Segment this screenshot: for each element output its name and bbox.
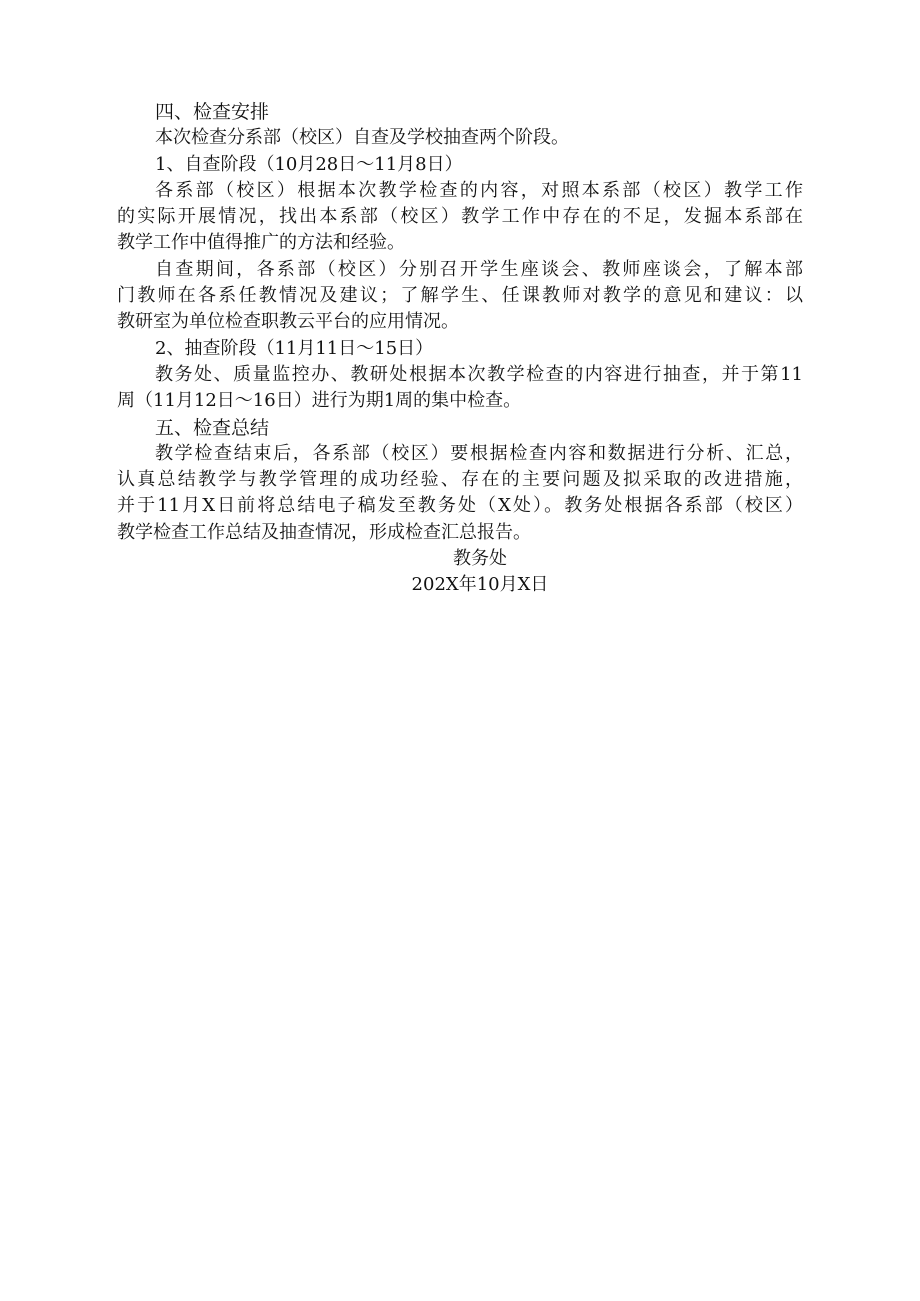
paragraph-line: 教学检查工作总结及抽查情况，形成检查汇总报告。	[117, 521, 531, 543]
phase-two-title: 2、抽查阶段（11月11日～15日）	[155, 337, 434, 359]
paragraph-line: 各系部（校区）根据本次教学检查的内容，对照本系部（校区）教学工作	[155, 179, 803, 201]
phase-one-paragraph-2	[117, 257, 803, 336]
phase-two-paragraph	[117, 362, 803, 415]
phase-one-title: 1、自查阶段（10月28日～11月8日）	[155, 153, 463, 175]
paragraph-line: 并于11月X日前将总结电子稿发至教务处（X处）。教务处根据各系部（校区）	[117, 495, 803, 517]
section-four-intro: 本次检查分系部（校区）自查及学校抽查两个阶段。	[155, 127, 569, 149]
paragraph-line: 教学检查结束后，各系部（校区）要根据检查内容和数据进行分析、汇总，	[155, 442, 803, 464]
section-four-title: 四、检查安排	[155, 101, 270, 123]
phase-one-paragraph-1	[117, 178, 803, 257]
paragraph-line: 教务处、质量监控办、教研处根据本次教学检查的内容进行抽查，并于第11	[155, 363, 803, 385]
section-five-paragraph	[117, 441, 803, 546]
paragraph-line: 门教师在各系任教情况及建议；了解学生、任课教师对教学的意见和建议：以	[117, 285, 803, 307]
paragraph-line: 的实际开展情况，找出本系部（校区）教学工作中存在的不足，发掘本系部在	[117, 206, 803, 228]
section-five-title: 五、检查总结	[155, 416, 270, 439]
signature-office: 教务处	[453, 548, 507, 570]
signature-date: 202X年10月X日	[411, 574, 549, 596]
paragraph-line: 自查期间，各系部（校区）分别召开学生座谈会、教师座谈会，了解本部	[155, 258, 803, 280]
paragraph-line: 教学工作中值得推广的方法和经验。	[117, 232, 405, 254]
paragraph-line: 周（11月12日～16日）进行为期1周的集中检查。	[117, 390, 522, 412]
document-page	[117, 99, 803, 599]
paragraph-line: 认真总结教学与教学管理的成功经验、存在的主要问题及拟采取的改进措施，	[117, 469, 803, 491]
paragraph-line: 教研室为单位检查职教云平台的应用情况。	[117, 311, 459, 333]
